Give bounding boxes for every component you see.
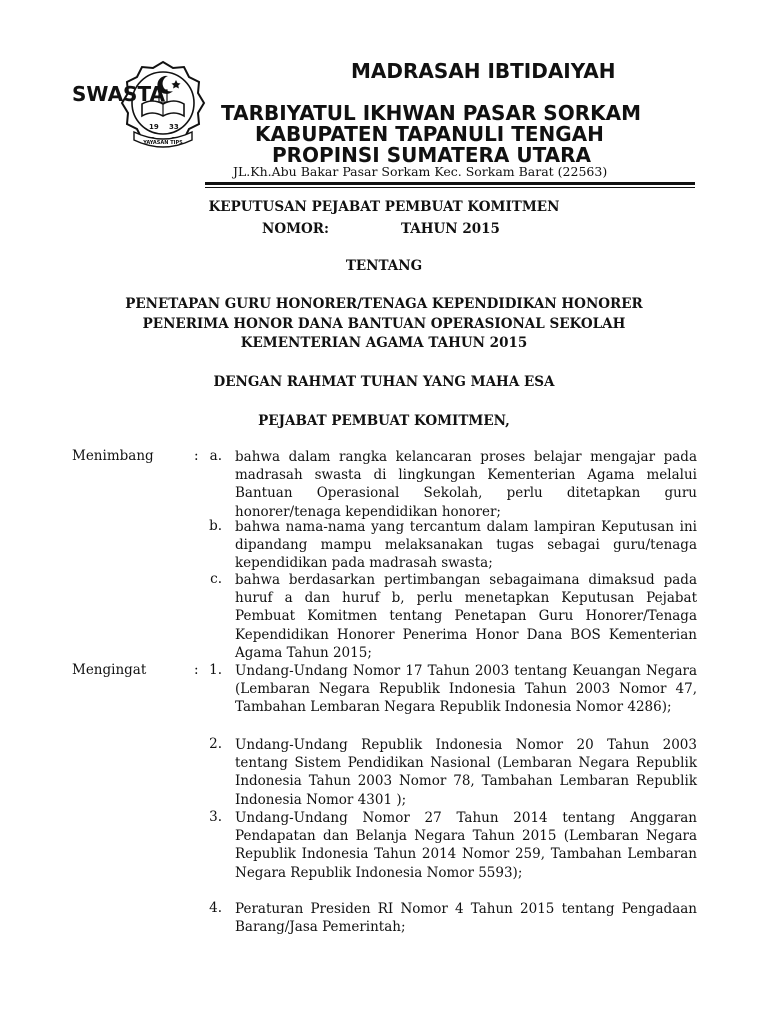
logo-year-right: 33: [169, 123, 179, 131]
decree-heading: KEPUTUSAN PEJABAT PEMBUAT KOMITMEN: [208, 199, 560, 215]
menimbang-colon: :: [194, 448, 199, 464]
school-name-line: MADRASAH IBTIDAIYAH: [351, 59, 616, 83]
mengingat-label: Mengingat: [72, 662, 147, 678]
madrasah-logo: [118, 58, 208, 168]
logo-ribbon-text: YAYASAN TIPS: [143, 140, 183, 146]
decree-subject-line-2: PENERIMA HONOR DANA BANTUAN OPERASIONAL SEKOLAH: [142, 316, 626, 332]
logo-year-left: 19: [149, 123, 159, 131]
letterhead-rule-thick: [205, 182, 695, 185]
mengingat-marker-2: 2.: [209, 736, 222, 752]
letterhead-rule-thin: [205, 187, 695, 188]
school-foundation-line: TARBIYATUL IKHWAN PASAR SORKAM: [221, 101, 641, 125]
decree-tentang: TENTANG: [345, 258, 423, 274]
mengingat-item-4: Peraturan Presiden RI Nomor 4 Tahun 2015 tentang Pengadaan Barang/Jasa Pemerintah;: [235, 901, 697, 936]
mengingat-marker-1: 1.: [209, 662, 222, 678]
menimbang-marker-c: c.: [210, 571, 222, 587]
mengingat-item-3: Undang-Undang Nomor 27 Tahun 2014 tentang Anggaran Pendapatan dan Belanja Negara Tahun 2015 (Lembaran Negara Republik Indonesia Tahun 2014 Nomor 259, Tambahan Lembaran Negara Republik Indonesia Nomor 5593);: [235, 810, 697, 881]
school-status-label: SWASTA: [72, 82, 166, 106]
menimbang-item-c: bahwa berdasarkan pertimbangan sebagaimana dimaksud pada huruf a dan huruf b, perlu menetapkan Keputusan Pejabat Pembuat Komitmen tentang Penetapan Guru Honorer/Tenaga Kependidikan Honorer Penerima Honor Dana BOS Kementerian Agama Tahun 2015;: [235, 572, 697, 661]
province-line: PROPINSI SUMATERA UTARA: [272, 143, 592, 167]
decree-number-label: NOMOR:: [262, 221, 330, 237]
mengingat-item-2: Undang-Undang Republik Indonesia Nomor 20 Tahun 2003 tentang Sistem Pendidikan Nasional (Lembaran Negara Republik Indonesia Tahun 2003 Nomor 78, Tambahan Lembaran Republik Indonesia Nomor 4301 );: [235, 737, 697, 808]
regency-line: KABUPATEN TAPANULI TENGAH: [255, 122, 604, 146]
menimbang-label: Menimbang: [72, 448, 154, 464]
mengingat-item-1: Undang-Undang Nomor 17 Tahun 2003 tentang Keuangan Negara (Lembaran Negara Republik Indonesia Tahun 2003 Nomor 47, Tambahan Lembaran Negara Republik Indonesia Nomor 4286);: [235, 663, 697, 716]
menimbang-item-b: bahwa nama-nama yang tercantum dalam lampiran Keputusan ini dipandang mampu melaksanakan tugas sebagai guru/tenaga kependidikan pada madrasah swasta;: [235, 519, 697, 572]
decree-official: PEJABAT PEMBUAT KOMITMEN,: [258, 413, 510, 429]
school-address: JL.Kh.Abu Bakar Pasar Sorkam Kec. Sorkam Barat (22563): [233, 164, 608, 179]
menimbang-item-a: bahwa dalam rangka kelancaran proses belajar mengajar pada madrasah swasta di lingkungan Kementerian Agama melalui Bantuan Operasional Sekolah, perlu ditetapkan guru honorer/tenaga kependidikan honorer;: [235, 449, 697, 520]
menimbang-marker-b: b.: [209, 518, 222, 534]
decree-number-year: TAHUN 2015: [401, 221, 500, 237]
decree-subject-line-1: PENETAPAN GURU HONORER/TENAGA KEPENDIDIKAN HONORER: [125, 296, 643, 312]
decree-invocation: DENGAN RAHMAT TUHAN YANG MAHA ESA: [213, 374, 555, 390]
mengingat-marker-4: 4.: [209, 900, 222, 916]
mengingat-marker-3: 3.: [209, 809, 222, 825]
menimbang-marker-a: a.: [209, 448, 222, 464]
decree-subject-line-3: KEMENTERIAN AGAMA TAHUN 2015: [240, 335, 528, 351]
mengingat-colon: :: [194, 662, 199, 678]
